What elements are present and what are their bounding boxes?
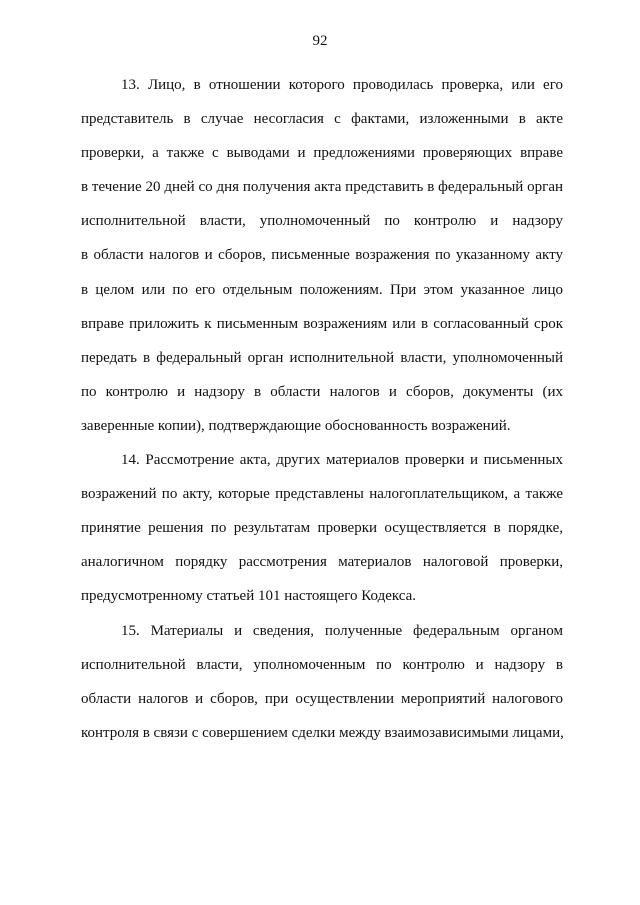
- text-line: исполнительной власти, уполномоченным по контролю и надзору в: [81, 656, 563, 673]
- text-line: возражений по акту, которые представлены налогоплательщиком, а также: [81, 486, 563, 503]
- text-line: передать в федеральный орган исполнительной власти, уполномоченный: [81, 349, 563, 366]
- text-line: по контролю и надзору в области налогов и сборов, документы (их: [81, 383, 563, 400]
- text-line: контроля в связи с совершением сделки между взаимозависимыми лицами,: [81, 724, 564, 741]
- text-line: предусмотренному статьей 101 настоящего Кодекса.: [81, 588, 417, 605]
- text-line: области налогов и сборов, при осуществлении мероприятий налогового: [81, 690, 563, 707]
- paragraph-14: [81, 443, 563, 613]
- text-line: заверенные копии), подтверждающие обоснованность возражений.: [81, 417, 511, 434]
- document-body: [81, 68, 563, 750]
- text-line: 14. Рассмотрение акта, других материалов проверки и письменных: [121, 452, 563, 469]
- text-line: аналогичном порядку рассмотрения материалов налоговой проверки,: [81, 554, 563, 571]
- text-line: принятие решения по результатам проверки осуществляется в порядке,: [81, 520, 563, 537]
- text-line: 15. Материалы и сведения, полученные федеральным органом: [121, 622, 563, 639]
- text-line: в области налогов и сборов, письменные возражения по указанному акту: [81, 247, 563, 264]
- text-line: проверки, а также с выводами и предложениями проверяющих вправе: [81, 145, 563, 162]
- text-line: исполнительной власти, уполномоченный по контролю и надзору: [81, 213, 563, 230]
- text-line: представитель в случае несогласия с фактами, изложенными в акте: [81, 111, 563, 128]
- page-number: 92: [312, 33, 328, 49]
- text-line: в течение 20 дней со дня получения акта представить в федеральный орган: [81, 179, 563, 196]
- text-line: в целом или по его отдельным положениям. При этом указанное лицо: [81, 281, 563, 298]
- paragraph-13: [81, 68, 563, 443]
- text-line: 13. Лицо, в отношении которого проводилась проверка, или его: [121, 77, 563, 93]
- paragraph-15: [81, 614, 563, 750]
- text-line: вправе приложить к письменным возражениям или в согласованный срок: [81, 315, 563, 332]
